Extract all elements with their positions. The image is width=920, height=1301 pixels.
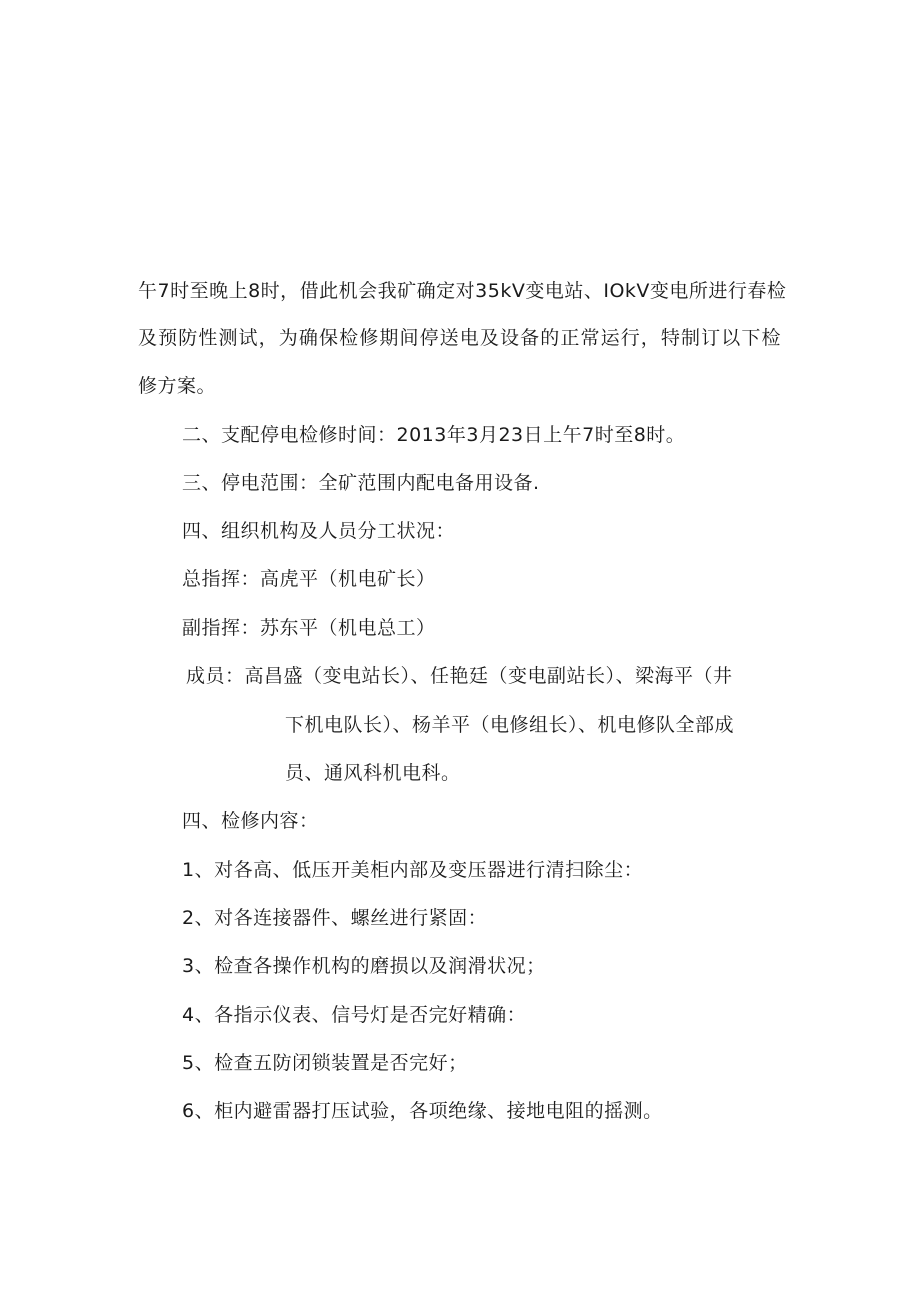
intro-line-1: 午7时至晚上8时，借此机会我矿确定对35kV变电站、IOkV变电所进行春检 xyxy=(138,280,787,302)
section-scope: 三、停电范围：全矿范围内配电备用设备. xyxy=(182,472,540,494)
content-item: 5、检查五防闭锁装置是否完好； xyxy=(182,1052,468,1074)
section-org-heading: 四、组织机构及人员分工状况： xyxy=(182,520,456,542)
content-item: 2、对各连接器件、螺丝进行紧固： xyxy=(182,907,488,929)
org-members-line-3: 员、通风科机电科。 xyxy=(285,762,461,784)
org-deputy: 副指挥：苏东平（机电总工） xyxy=(182,617,436,639)
org-commander: 总指挥：高虎平（机电矿长） xyxy=(182,568,436,590)
org-members-line-1: 成员：高昌盛（变电站长）、任艳廷（变电副站长）、梁海平（井 xyxy=(186,665,733,687)
content-item: 3、检查各操作机构的磨损以及润滑状况； xyxy=(182,955,546,977)
content-item: 4、各指示仪表、信号灯是否完好精确： xyxy=(182,1004,527,1026)
org-members-line-2: 下机电队长）、杨羊平（电修组长）、机电修队全部成 xyxy=(285,714,735,736)
content-item: 6、柜内避雷器打压试验，各项绝缘、接地电阻的摇测。 xyxy=(182,1100,663,1122)
intro-line-3: 修方案。 xyxy=(138,375,217,397)
section-content-heading: 四、检修内容： xyxy=(182,810,319,832)
intro-line-2: 及预防性测试，为确保检修期间停送电及设备的正常运行，特制订以下检 xyxy=(138,327,781,349)
section-time: 二、支配停电检修时间：2013年3月23日上午7时至8时。 xyxy=(182,424,686,446)
content-item: 1、对各高、低压开美柜内部及变压器进行清扫除尘： xyxy=(182,859,644,881)
